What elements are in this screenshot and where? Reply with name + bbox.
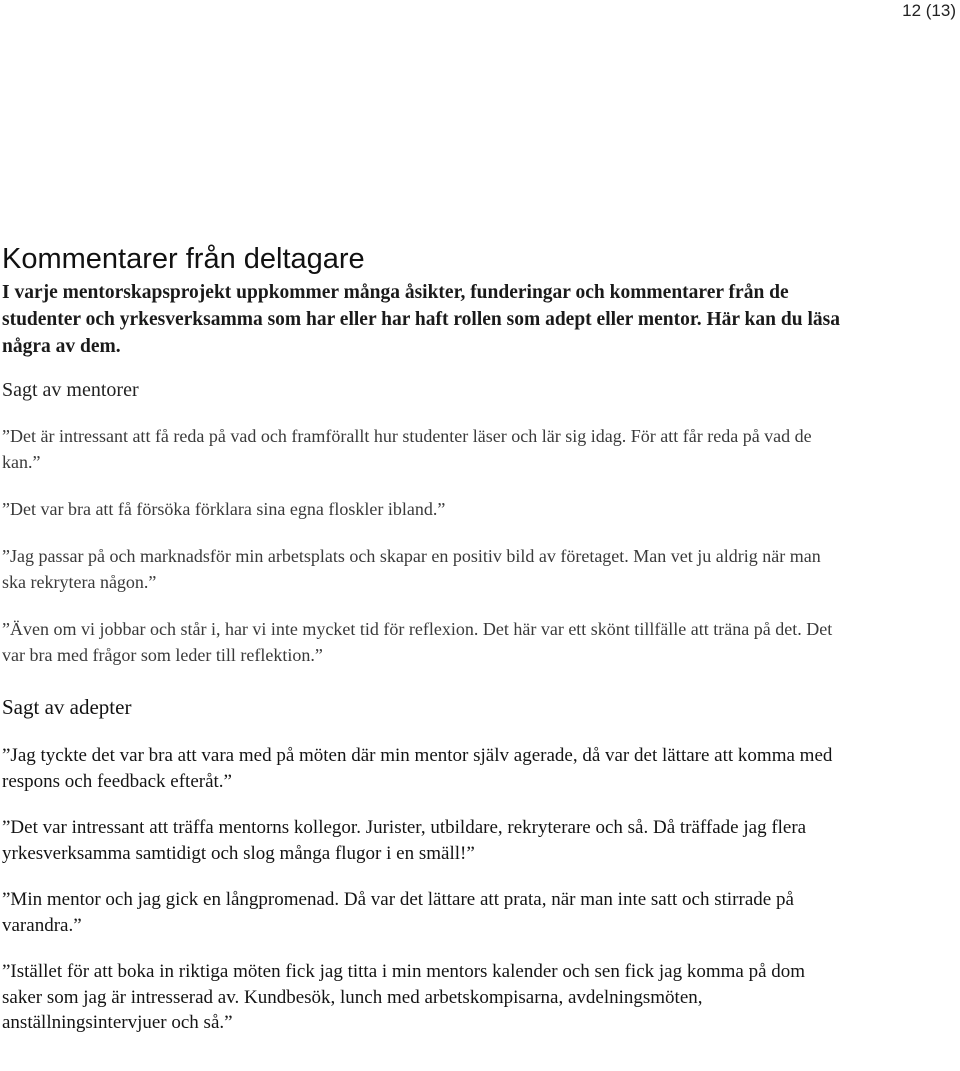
mentor-quote: ”Jag passar på och marknadsför min arbetsplats och skapar en positiv bild av företaget. Man vet ju aldrig när man ska rekrytera någon.” <box>2 546 821 592</box>
mentor-quote: ”Det är intressant att få reda på vad och framförallt hur studenter läser och lär sig idag. För att får reda på vad de kan.” <box>2 426 812 472</box>
intro-paragraph: I varje mentorskapsprojekt uppkommer många åsikter, funderingar och kommentarer från de studenter och yrkesverksamma som har eller har haft rollen som adept eller mentor. Här kan du läsa några av dem. <box>2 282 840 357</box>
adepts-section <box>2 693 847 1036</box>
section-heading-mentors: Sagt av mentorer <box>2 379 139 401</box>
adept-quote: ”Jag tyckte det var bra att vara med på möten där min mentor själv agerade, då var det lättare att komma med respons och feedback efteråt.” <box>2 745 833 792</box>
page-title: Kommentarer från deltagare <box>2 243 365 275</box>
document-body <box>2 240 847 1036</box>
adept-quote: ”Det var intressant att träffa mentorns kollegor. Jurister, utbildare, rekryterare och så. Då träffade jag flera yrkesverksamma samtidigt och slog många flugor i en smäll!” <box>2 817 807 864</box>
mentor-quote: ”Även om vi jobbar och står i, har vi inte mycket tid för reflexion. Det här var ett skönt tillfälle att träna på det. Det var bra med frågor som leder till reflektion.” <box>2 619 833 665</box>
mentors-section <box>2 377 847 668</box>
mentor-quote: ”Det var bra att få försöka förklara sina egna floskler ibland.” <box>2 499 446 519</box>
section-heading-adepts: Sagt av adepter <box>2 695 132 719</box>
adept-quote: ”Istället för att boka in riktiga möten fick jag titta i min mentors kalender och sen fick jag komma på dom saker som jag är intresserad av. Kundbesök, lunch med arbetskompisarna, avdelningsmöten, anställningsintervjuer och så.” <box>2 961 806 1033</box>
adept-quote: ”Min mentor och jag gick en långpromenad. Då var det lättare att prata, när man inte satt och stirrade på varandra.” <box>2 889 794 936</box>
page-number: 12 (13) <box>902 1 956 20</box>
